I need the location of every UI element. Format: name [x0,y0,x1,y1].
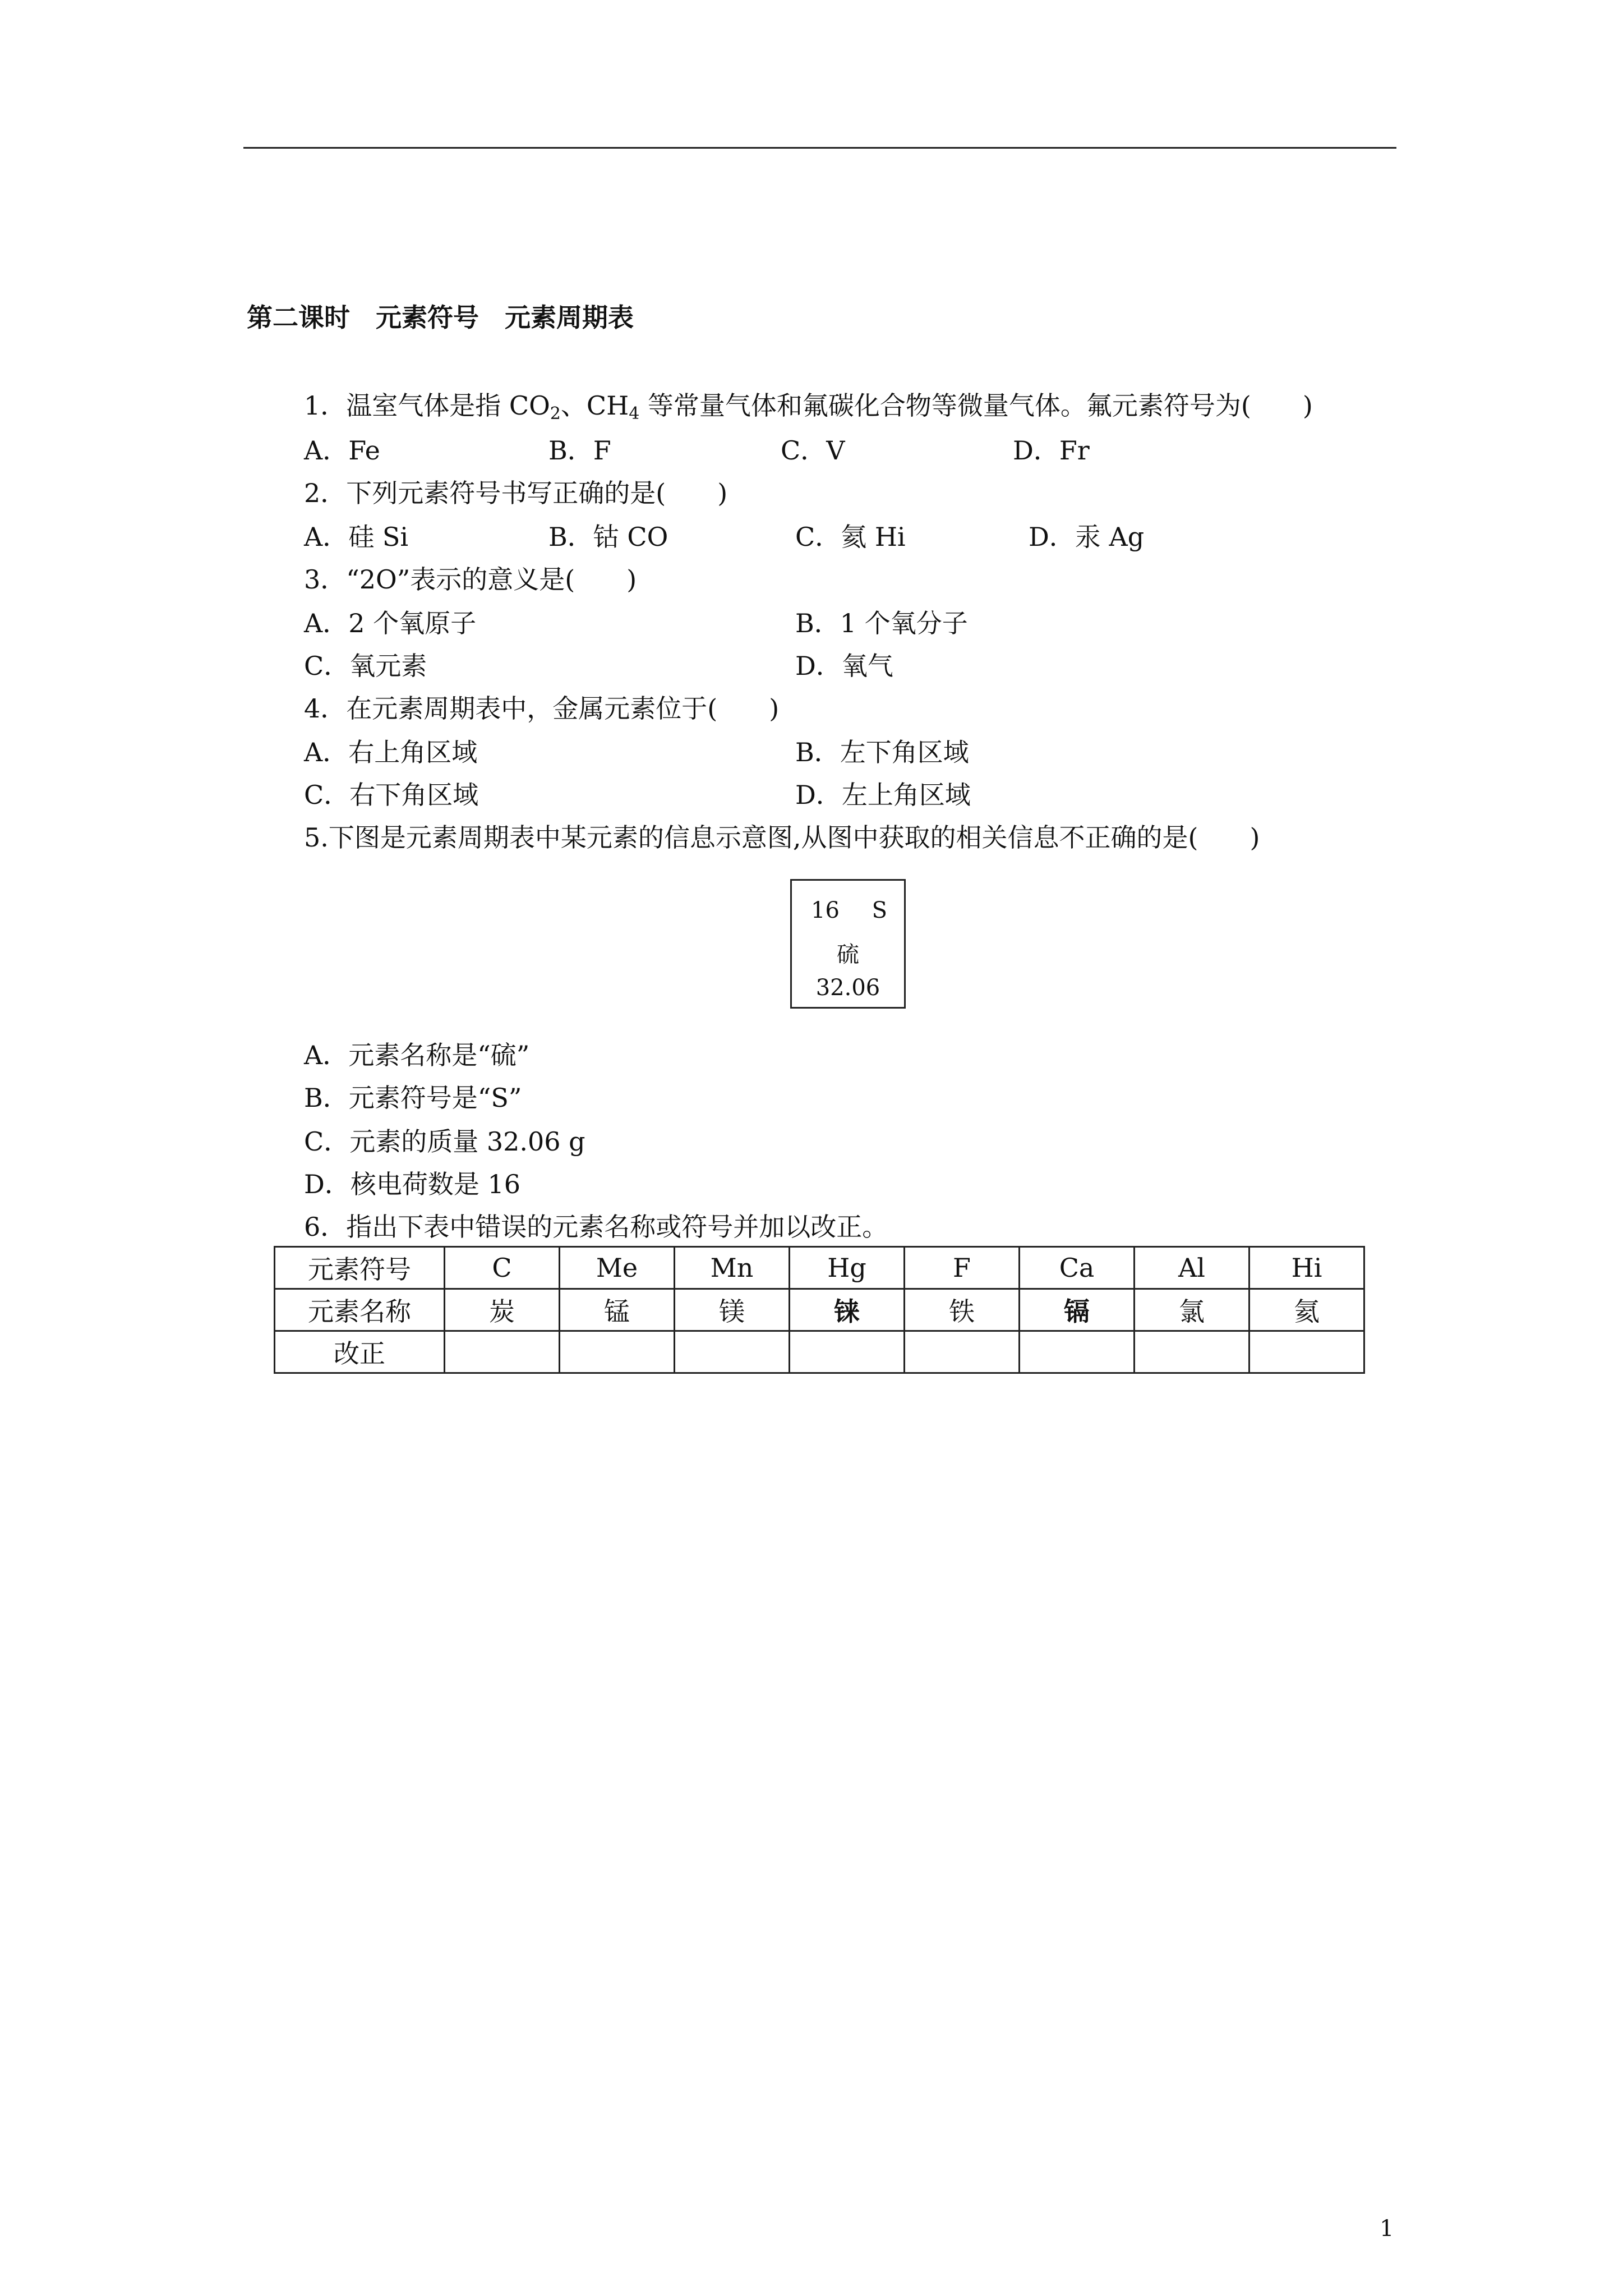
page-title: 第二课时 元素符号 元素周期表 [247,302,634,333]
question-4-stem: 4．在元素周期表中，金属元素位于( ) [304,693,780,724]
q1-text-b: 、CH [560,390,629,421]
name-cell: 锰 [560,1289,675,1331]
page-number: 1 [1380,2216,1394,2242]
correction-cell[interactable] [790,1331,905,1373]
symbol-cell: Hi [1249,1247,1364,1289]
q5-option-a: A．元素名称是“硫” [304,1040,530,1070]
symbol-cell: Al [1135,1247,1249,1289]
q3-option-b: B．1 个氧分子 [795,608,968,638]
correction-cell[interactable] [1135,1331,1249,1373]
q1-text-c: 等常量气体和氟碳化合物等微量气体。氟元素符号为( ) [639,390,1313,421]
row-label-symbol: 元素符号 [275,1247,445,1289]
symbol-cell: F [905,1247,1020,1289]
symbol-cell: Hg [790,1247,905,1289]
q3-option-d: D．氧气 [795,651,893,681]
q2-option-b: B．钴 CO [548,522,668,552]
q1-option-c: C．V [781,435,845,466]
q5-option-d: D．核电荷数是 16 [304,1169,521,1199]
element-name: 硫 [837,942,859,968]
name-cell: 镉 [1020,1289,1135,1331]
q4-option-d: D．左上角区域 [795,780,971,810]
table-row-corrections [275,1331,1364,1373]
question-2-stem: 2．下列元素符号书写正确的是( ) [304,478,728,508]
q1-option-b: B．F [548,435,611,466]
q1-option-a: A．Fe [304,435,380,466]
q3-option-c: C．氧元素 [304,651,427,681]
q1-option-d: D．Fr [1013,435,1090,466]
element-symbol: S [872,898,887,923]
correction-cell[interactable] [675,1331,790,1373]
q4-option-a: A．右上角区域 [304,737,478,767]
question-6-stem: 6．指出下表中错误的元素名称或符号并加以改正。 [304,1212,888,1242]
q5-option-b: B．元素符号是“S” [304,1083,522,1113]
table-row-names [275,1289,1364,1331]
atomic-mass: 32.06 [815,975,880,1001]
question-3-stem: 3．“2O”表示的意义是( ) [304,564,637,595]
q2-option-c: C．氦 Hi [795,522,906,552]
name-cell: 炭 [445,1289,560,1331]
row-label-name: 元素名称 [275,1289,445,1331]
q5-option-c: C．元素的质量 32.06 g [304,1126,585,1157]
q1-subscript-4: 4 [629,404,640,424]
symbol-cell: C [445,1247,560,1289]
q2-option-d: D．汞 Ag [1029,522,1145,552]
q2-option-a: A．硅 Si [304,522,409,552]
symbol-cell: Mn [675,1247,790,1289]
element-correction-table [274,1246,1365,1374]
name-cell: 铼 [790,1289,905,1331]
atomic-number: 16 [811,898,840,923]
table-row-symbols [275,1247,1364,1289]
name-cell: 镁 [675,1289,790,1331]
q4-option-b: B．左下角区域 [795,737,969,767]
correction-cell[interactable] [905,1331,1020,1373]
symbol-cell: Me [560,1247,675,1289]
q1-subscript-2: 2 [550,404,561,424]
correction-cell[interactable] [560,1331,675,1373]
row-label-correction: 改正 [275,1331,445,1373]
q1-text-a: 1．温室气体是指 CO [304,390,550,421]
element-info-card [790,879,906,1009]
question-5-stem: 5.下图是元素周期表中某元素的信息示意图,从图中获取的相关信息不正确的是( ) [304,822,1260,853]
correction-cell[interactable] [1020,1331,1135,1373]
question-1-stem [304,390,1313,424]
name-cell: 铁 [905,1289,1020,1331]
correction-cell[interactable] [1249,1331,1364,1373]
name-cell: 氯 [1135,1289,1249,1331]
correction-cell[interactable] [445,1331,560,1373]
name-cell: 氦 [1249,1289,1364,1331]
q3-option-a: A．2 个氧原子 [304,608,477,638]
q4-option-c: C．右下角区域 [304,780,479,810]
symbol-cell: Ca [1020,1247,1135,1289]
header-rule [243,147,1396,149]
